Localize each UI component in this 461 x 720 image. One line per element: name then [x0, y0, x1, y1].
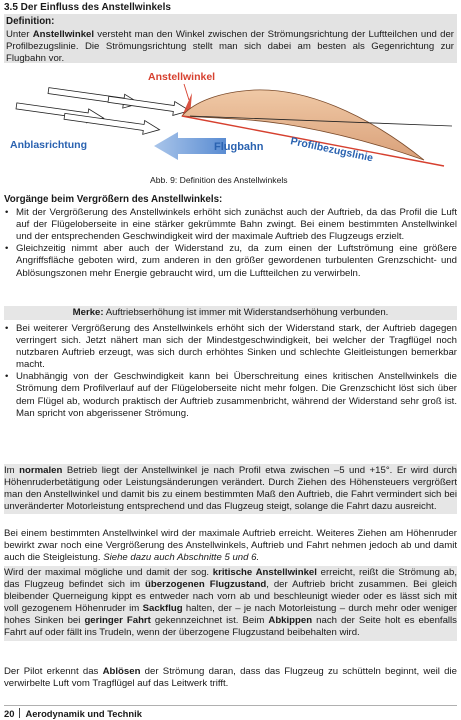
label-anstellwinkel: Anstellwinkel	[148, 71, 216, 83]
list-item: • Bei weiterer Vergrößerung des Anstellwinkels erhöht sich der Widerstand stark, der Auftrieb dagegen verringert sich. Jetzt nähert man sich der Mindestgeschwindigkeit, bei welcher der Tragflügel noch nutzbaren Auftrieb erzeugt, was sich durch erhöhtes Sinken und schlechte Gleitleistungen bemerkbar macht.	[4, 323, 457, 371]
normal-betrieb-box	[4, 464, 457, 514]
footer-divider	[4, 705, 457, 706]
leader-anstellwinkel	[184, 84, 189, 100]
abloesen-text: Der Pilot erkennt das Ablösen der Strömung daran, dass das Flugzeug zu schütteln beginnt, weil die verwirbelte Luft vom Tragflügel auf das Leitwerk trifft.	[4, 666, 457, 690]
label-anblasrichtung: Anblasrichtung	[10, 139, 88, 151]
kritisch-text: Wird der maximal mögliche und damit der sog. kritische Anstellwinkel erreicht, reißt die Strömung ab, das Flugzeug befindet sich im überzogenen Flugzustand, der Auftrieb bricht zusammen. Bei gleich bleibender Querneigung kippt es entweder nach vorn ab und beschleunigt wieder oder es lässt sich mit voll gezogenem Höhenruder im Sackflug halten, der – je nach Motorleistung – durch mehr oder weniger hohes Sinken bei geringer Fahrt gekennzeichnet ist. Beim Abkippen nach der Seite holt es ebenfalls Fahrt auf oder fällt ins Trudeln, wenn der überzogene Flugzustand beibehalten wird.	[4, 567, 457, 639]
figure-anstellwinkel	[4, 64, 457, 192]
definition-title: Definition:	[6, 16, 55, 27]
definition-box	[4, 14, 457, 63]
footer-separator	[19, 708, 20, 718]
merke-text: Merke: Auftriebserhöhung ist immer mit Widerstandserhöhung verbunden.	[72, 307, 389, 318]
bullets-list-2	[4, 323, 457, 420]
max-auftrieb-text: Bei einem bestimmten Anstellwinkel wird der maximale Auftrieb erreicht. Weiteres Ziehen am Höhenruder bewirkt zwar noch eine Vergrößerung des Anstellwinkels, Auftrieb und Fahrt nehmen jedoch ab und damit auch die Steigleistung. Siehe dazu auch Abschnitte 5 und 6.	[4, 528, 457, 564]
merke-box	[4, 306, 457, 320]
airflow-arrow	[107, 92, 190, 117]
vorgaenge-section	[4, 194, 457, 280]
max-auftrieb-paragraph	[4, 528, 457, 564]
airflow-arrow	[47, 84, 140, 111]
label-profilbezugslinie: Profilbezugslinie	[289, 135, 375, 165]
bullets-section-2	[4, 323, 457, 420]
definition-text: Unter Anstellwinkel versteht man den Winkel zwischen der Strömungsrichtung der Luftteilchen und der Profilbezugslinie. Die Strömungsrichtung stellt man sich dabei am besten als Gegenrichtung zur Flugbahn vor.	[6, 29, 454, 65]
figure-caption: Abb. 9: Definition des Anstellwinkels	[150, 175, 288, 185]
section-title: 3.5 Der Einfluss des Anstellwinkels	[4, 2, 171, 13]
merke-label: Merke:	[72, 307, 104, 318]
list-item: • Gleichzeitig nimmt aber auch der Widerstand zu, da zum einen der Luftströmung eine größere Angriffsfläche geboten wird, zum anderen in den größer gewordenen turbulenten Grenzschicht- und Ablösungszonen mehr Energie gebraucht wird, um die Luftteilchen zu verwirbeln.	[4, 243, 457, 279]
vorgaenge-list	[4, 207, 457, 280]
list-item: • Mit der Vergrößerung des Anstellwinkels erhöht sich zunächst auch der Auftrieb, da das Profil die Luft auf der Flügeloberseite in eine stärker gekrümmte Bahn zwingt. Bei einem bestimmten Anstellwinkel und der entsprechenden Geschwindigkeit wird der maximale Auftrieb des Flugzeugs erzielt.	[4, 207, 457, 243]
label-flugbahn: Flugbahn	[214, 141, 264, 153]
vorgaenge-title: Vorgänge beim Vergrößern des Anstellwinkels:	[4, 194, 223, 205]
page-number: 20	[4, 708, 15, 719]
kritisch-box	[4, 566, 457, 641]
abloesen-paragraph	[4, 666, 457, 690]
list-item: • Unabhängig von der Geschwindigkeit kann bei Überschreitung eines kritischen Anstellwinkels die Strömung dem Profilverlauf auf der Flügeloberseite nicht mehr folgen. Die Grenzschicht löst sich über dem Flügel ab, wodurch praktisch der Auftrieb zusammenbricht, während der Widerstand sehr groß ist. Man spricht von abgerissener Strömung.	[4, 371, 457, 419]
airflow-arrows	[15, 84, 190, 137]
term-anstellwinkel: Anstellwinkel	[32, 29, 95, 40]
footer-title: Aerodynamik und Technik	[25, 708, 142, 719]
page-footer	[4, 708, 142, 719]
anstellwinkel-diagram	[4, 64, 457, 176]
normal-betrieb-text: Im normalen Betrieb liegt der Anstellwinkel je nach Profil etwa zwischen –5 und +15°. Er wird durch Höhenruderbetätigung oder Leistungsänderungen verändert. Durch Ziehen des Höhensteuers vergrößert man den Anstellwinkel und damit bis zu einem bestimmten Maß den Auftrieb, die Fahrt vermindert sich bei unveränderter Motorleistung entsprechend und das Flugzeug steigt, solange die Fahrt dazu ausreicht.	[4, 465, 457, 513]
